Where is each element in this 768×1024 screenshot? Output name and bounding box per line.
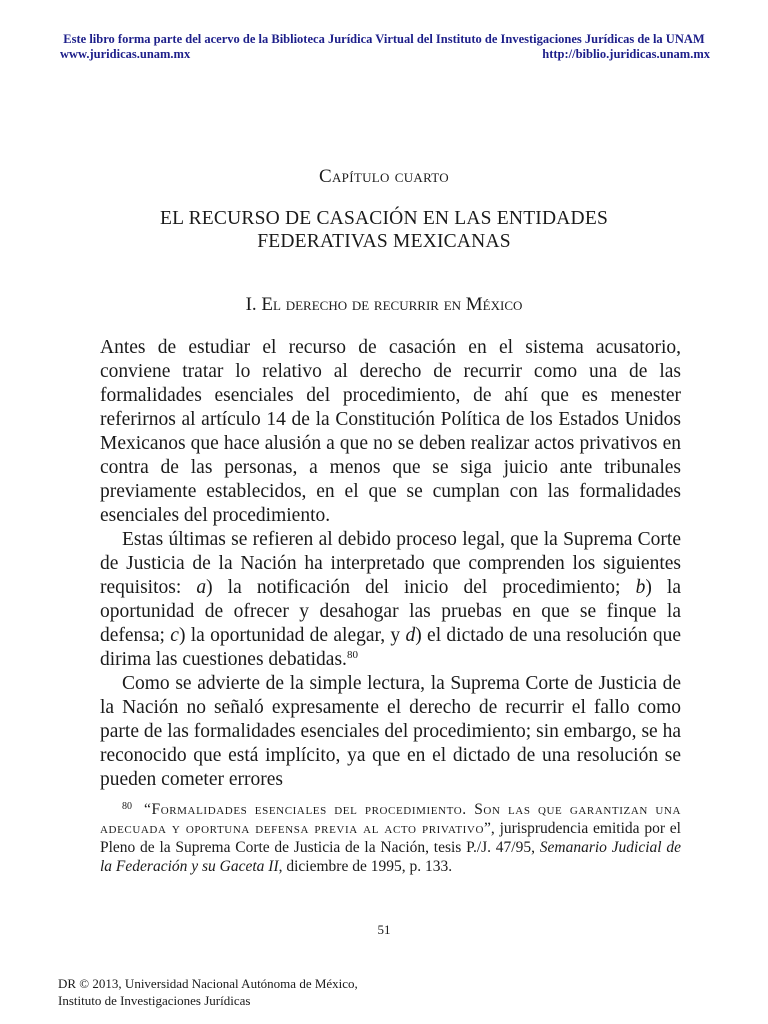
item-a: a	[196, 577, 207, 598]
paragraph-2-text-3: ) la oportunidad de ofrecer y desahogar las pruebas en que se finque la defensa;	[100, 577, 681, 646]
chapter-title-line2: FEDERATIVAS MEXICANAS	[257, 231, 511, 252]
section-heading: I. El derecho de recurrir en México	[245, 294, 523, 315]
paragraph-1: Antes de estudiar el recurso de casación en el sistema acusatorio, conviene tratar lo relativo al derecho de recurrir como una de las formalidades esenciales del procedimiento, de ahí que es menester referirnos al artículo 14 de la Constitución Política de los Estados Unidos Mexicanos que hace alusión a que no se deben realizar actos privativos en contra de las personas, a menos que se siga juicio ante tribunales previamente establecidos, en el que se cumplan con las formalidades esenciales del procedimiento.	[100, 337, 681, 526]
footnote	[100, 800, 681, 876]
paragraph-2	[100, 528, 681, 672]
chapter-heading: Capítulo cuarto	[319, 166, 449, 187]
paragraph-2-text-4: ) la oportunidad de alegar, y	[178, 625, 406, 646]
header-right-url[interactable]: http://biblio.juridicas.unam.mx	[542, 47, 710, 61]
footnote-smallcaps: “Formalidades esenciales del procedimiento. Son las que garantizan una adecuada y oportuna defensa previa al acto privativo	[100, 801, 681, 837]
footnote-number: 80	[122, 801, 132, 812]
paragraph-2-text-5: ) el dictado de una resolución que dirima las cuestiones debatidas.	[100, 625, 681, 670]
paragraph-2-text-2: ) la notificación del inicio del procedimiento;	[206, 577, 636, 598]
paragraph-3: Como se advierte de la simple lectura, la Suprema Corte de Justicia de la Nación no señaló expresamente el derecho de recurrir el fallo como parte de las formalidades esenciales del procedimiento; sin embargo, se ha reconocido que está implícito, ya que en el dictado de una resolución se pueden cometer errores	[100, 673, 681, 790]
header-left-url[interactable]: www.juridicas.unam.mx	[60, 47, 191, 61]
chapter-title-line1: EL RECURSO DE CASACIÓN EN LAS ENTIDADES	[160, 208, 608, 229]
chapter-title	[0, 207, 768, 253]
page-number: 51	[377, 922, 391, 937]
item-c: c	[170, 625, 179, 646]
footnote-source: Semanario Judicial de la Federación y su Gaceta II	[100, 839, 681, 875]
header-notice: Este libro forma parte del acervo de la Biblioteca Jurídica Virtual del Instituto de Investigaciones Jurídicas de la UNAM	[63, 32, 705, 46]
copyright-footer	[58, 975, 358, 1009]
footnote-text-1: ”, jurisprudencia emitida por el Pleno de la Suprema Corte de Justicia de la Nación, tesis P./J. 47/95,	[100, 820, 681, 856]
body-text	[100, 336, 681, 792]
item-d: d	[405, 625, 416, 646]
paragraph-2-text-1: Estas últimas se refieren al debido proceso legal, que la Suprema Corte de Justicia de la Nación ha interpretado que comprenden los siguientes requisitos:	[100, 529, 681, 598]
footnote-text-2: , diciembre de 1995, p. 133.	[278, 858, 453, 875]
footer-line2: Instituto de Investigaciones Jurídicas	[58, 993, 251, 1008]
item-b: b	[635, 577, 646, 598]
footer-line1: DR © 2013, Universidad Nacional Autónoma de México,	[58, 976, 358, 991]
footnote-ref[interactable]: 80	[346, 649, 358, 661]
